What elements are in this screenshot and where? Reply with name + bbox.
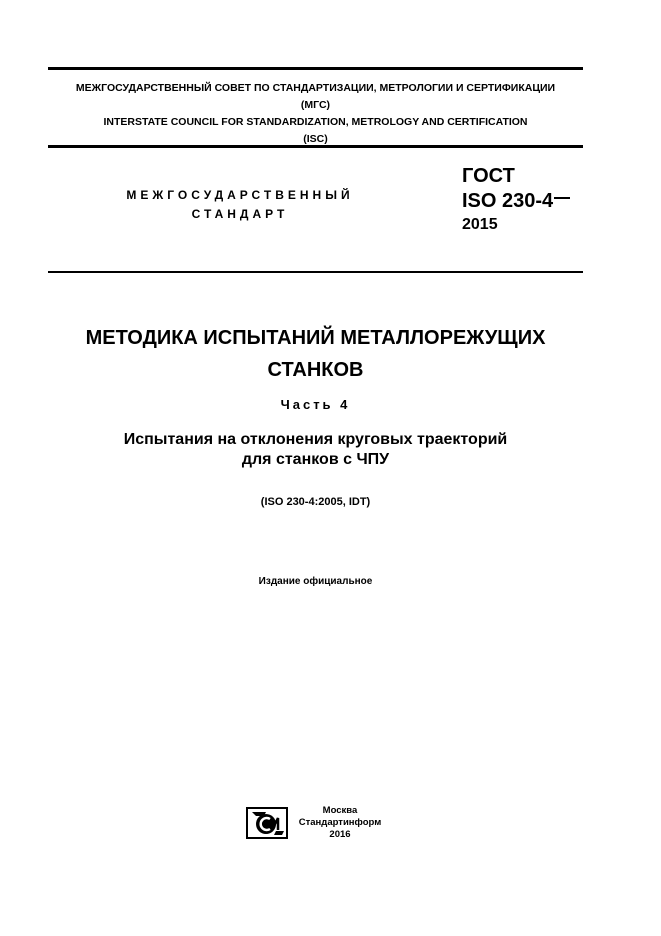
publisher-block	[295, 805, 385, 841]
document-title	[40, 322, 591, 386]
document-subtitle	[40, 430, 591, 470]
top-rule	[48, 67, 583, 70]
subtitle-line1: Испытания на отклонения круговых траекторий	[123, 431, 508, 448]
middle-rule	[48, 145, 583, 148]
standartinform-logo-icon	[246, 807, 288, 839]
publisher-city: Москва	[322, 805, 358, 816]
council-abbr-en: (ISC)	[303, 133, 328, 145]
council-name-ru: МЕЖГОСУДАРСТВЕННЫЙ СОВЕТ ПО СТАНДАРТИЗАЦИИ, МЕТРОЛОГИИ И СЕРТИФИКАЦИИ	[75, 82, 556, 94]
designation-dash	[554, 197, 570, 199]
publisher-year: 2016	[329, 829, 351, 840]
standard-type-line1: МЕЖГОСУДАРСТВЕННЫЙ	[126, 188, 354, 202]
standard-type	[100, 186, 380, 224]
bottom-rule	[48, 271, 583, 273]
council-name-en: INTERSTATE COUNCIL FOR STANDARDIZATION, METROLOGY AND CERTIFICATION	[103, 116, 528, 128]
gost-label: ГОСТ	[462, 165, 515, 187]
title-line1: МЕТОДИКА ИСПЫТАНИЙ МЕТАЛЛОРЕЖУЩИХ	[85, 327, 546, 349]
part-label: Часть 4	[280, 397, 351, 412]
edition-note: Издание официальное	[258, 576, 373, 587]
subtitle-line2: для станков с ЧПУ	[241, 451, 390, 468]
publisher-name: Стандартинформ	[298, 817, 382, 828]
standard-designation	[462, 164, 570, 236]
standard-type-line2: СТАНДАРТ	[191, 207, 289, 221]
council-abbr-ru: (МГС)	[300, 99, 331, 111]
title-line2: СТАНКОВ	[267, 359, 364, 381]
council-header	[48, 80, 583, 148]
iso-reference: (ISO 230-4:2005, IDT)	[260, 496, 371, 508]
standard-number: ISO 230-4	[462, 190, 554, 212]
standard-year: 2015	[462, 216, 498, 233]
